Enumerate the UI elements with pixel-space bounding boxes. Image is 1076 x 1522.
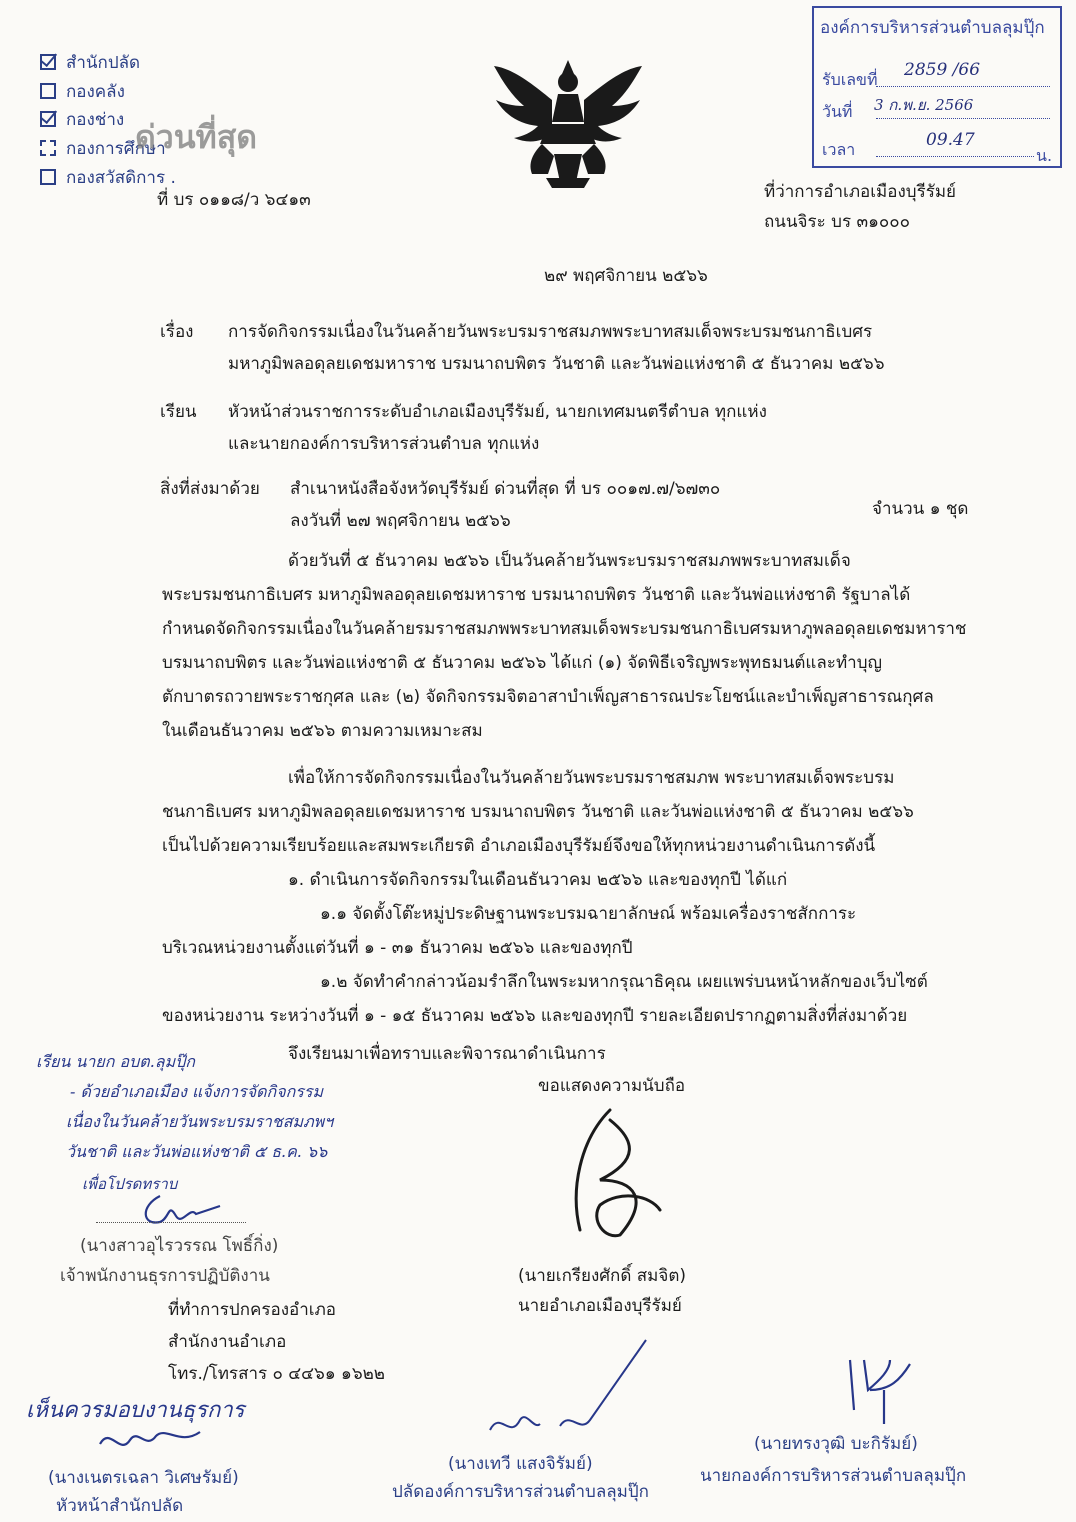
checkbox-checked[interactable] <box>40 111 56 127</box>
body-p2-line: เป็นไปด้วยความเรียบร้อยและสมพระเกียรติ อำเภอเมืองบุรีรัมย์จึงขอให้ทุกหน่วยงานดำเนินการดังนี้ <box>162 836 876 856</box>
handnote-line: - ด้วยอำเภอเมือง แจ้งการจัดกิจกรรม <box>70 1082 323 1101</box>
regards: ขอแสดงความนับถือ <box>538 1076 686 1096</box>
body-p2-line: ชนกาธิเบศร มหาภูมิพลอดุลยเดชมหาราช บรมนาถบพิตร วันชาติ และวันพ่อแห่งชาติ ๕ ธันวาคม ๒๕๖๖ <box>162 802 914 822</box>
enclosure-line1: สำเนาหนังสือจังหวัดบุรีรัมย์ ด่วนที่สุด ที่ บร ๐๐๑๗.๗/๖๗๓๐ <box>290 479 721 499</box>
bottom-sig-name: (นายทรงวุฒิ บะกิรัมย์) <box>754 1434 918 1454</box>
signature-icon <box>830 1350 930 1430</box>
dept-item[interactable] <box>40 79 125 103</box>
stamp-time-unit: น. <box>1036 146 1053 165</box>
enclosure-line2: ลงวันที่ ๒๗ พฤศจิกายน ๒๕๖๖ <box>290 511 511 531</box>
to-label: เรียน <box>160 402 197 422</box>
checkbox[interactable] <box>40 83 56 99</box>
body-item-1-2: ๑.๒ จัดทำคำกล่าวน้อมรำลึกในพระมหากรุณาธิคุณ เผยแพร่บนหน้าหลักของเว็บไซต์ <box>320 972 928 992</box>
body-p1-line: ตักบาตรถวายพระราชกุศล และ (๒) จัดกิจกรรมจิตอาสาบำเพ็ญสาธารณประโยชน์และบำเพ็ญสาธารณกุศล <box>162 687 934 707</box>
bottom-sig-title: นายกองค์การบริหารส่วนตำบลลุมปุ๊ก <box>700 1466 967 1486</box>
enclosure-label: สิ่งที่ส่งมาด้วย <box>160 479 260 499</box>
signature-icon <box>470 1330 660 1450</box>
office-address-line2: ถนนจิระ บร ๓๑๐๐๐ <box>764 212 911 232</box>
body-p1-line: พระบรมชนกาธิเบศร มหาภูมิพลอดุลยเดชมหาราช บรมนาถบพิตร วันชาติ และวันพ่อแห่งชาติ รัฐบาลได้ <box>162 585 911 605</box>
checkbox-checked[interactable] <box>40 54 56 70</box>
body-item-1-1-cont: บริเวณหน่วยงานตั้งแต่วันที่ ๑ - ๓๑ ธันวาคม ๒๕๖๖ และของทุกปี <box>162 938 633 958</box>
checkbox[interactable] <box>40 169 56 185</box>
subject-line1: การจัดกิจกรรมเนื่องในวันคล้ายวันพระบรมราชสมภพพระบาทสมเด็จพระบรมชนกาธิเบศร <box>228 322 873 342</box>
dept-label: กองสวัสดิการ . <box>66 167 176 188</box>
receipt-stamp <box>812 6 1062 168</box>
body-item-1-2-cont: ของหน่วยงาน ระหว่างวันที่ ๑ - ๑๕ ธันวาคม ๒๕๖๖ และของทุกปี รายละเอียดปรากฏตามสิ่งที่ส่งมาด้วย <box>162 1006 908 1026</box>
body-p1-line: บรมนาถบพิตร และวันพ่อแห่งชาติ ๕ ธันวาคม ๒๕๖๖ ได้แก่ (๑) จัดพิธีเจริญพระพุทธมนต์และทำบุญ <box>162 653 882 673</box>
body-p1-line: กำหนดจัดกิจกรรมเนื่องในวันคล้ายรมราชสมภพพระบาทสมเด็จพระบรมชนกาธิเบศรมหาภูพลอดุลยเดชมหาราช <box>162 619 967 639</box>
to-line1: หัวหน้าส่วนราชการระดับอำเภอเมืองบุรีรัมย์, นายกเทศมนตรีตำบล ทุกแห่ง <box>228 402 767 422</box>
signature-icon <box>90 1420 210 1460</box>
to-line2: และนายกองค์การบริหารส่วนตำบล ทุกแห่ง <box>228 434 540 454</box>
stamp-date-label: วันที่ <box>822 102 853 121</box>
signatory-title: นายอำเภอเมืองบุรีรัมย์ <box>518 1296 682 1316</box>
clerk-name: (นางสาวอุไรวรรณ โพธิ์กิ่ง) <box>80 1236 279 1256</box>
handnote-line: วันชาติ และวันพ่อแห่งชาติ ๕ ธ.ค. ๖๖ <box>66 1142 328 1161</box>
garuda-emblem-icon <box>488 50 648 200</box>
dept-label: กองการศึกษา <box>66 138 166 159</box>
subject-line2: มหาภูมิพลอดุลยเดชมหาราช บรมนาถบพิตร วันชาติ และวันพ่อแห่งชาติ ๕ ธันวาคม ๒๕๖๖ <box>228 354 885 374</box>
bottom-sig-title: หัวหน้าสำนักปลัด <box>56 1496 184 1516</box>
urgent-stamp: ด่วนที่สุด <box>135 118 258 156</box>
dept-label: สำนักปลัด <box>66 52 141 73</box>
closing-line: จึงเรียนมาเพื่อทราบและพิจารณาดำเนินการ <box>288 1044 606 1064</box>
bottom-sig-name: (นางเนตรเฉลา วิเศษรัมย์) <box>48 1468 239 1488</box>
dept-item[interactable] <box>40 107 124 131</box>
signature-icon <box>540 1100 690 1250</box>
stamp-time-value: 09.47 <box>926 130 975 150</box>
contact-line2: สำนักงานอำเภอ <box>168 1332 287 1352</box>
checkbox[interactable] <box>40 140 56 156</box>
contact-line1: ที่ทำการปกครองอำเภอ <box>168 1300 337 1320</box>
body-p1-line: ในเดือนธันวาคม ๒๕๖๖ ตามความเหมาะสม <box>162 721 483 741</box>
handnote-line: เนื่องในวันคล้ายวันพระบรมราชสมภพฯ <box>66 1112 334 1131</box>
stamp-receipt-label: รับเลขที่ <box>822 70 878 89</box>
enclosure-count: จำนวน ๑ ชุด <box>872 499 969 519</box>
handnote-line: เพื่อโปรดทราบ <box>82 1175 178 1193</box>
stamp-org: องค์การบริหารส่วนตำบลลุมปุ๊ก <box>820 18 1045 38</box>
body-p1-line: ด้วยวันที่ ๕ ธันวาคม ๒๕๖๖ เป็นวันคล้ายวันพระบรมราชสมภพพระบาทสมเด็จ <box>288 551 851 571</box>
signatory-name: (นายเกรียงศักดิ์ สมจิต) <box>518 1266 686 1286</box>
dept-label: กองช่าง <box>66 109 125 130</box>
stamp-receipt-value: 2859 /66 <box>904 60 981 80</box>
dept-item[interactable] <box>40 50 140 74</box>
body-item-1: ๑. ดำเนินการจัดกิจกรรมในเดือนธันวาคม ๒๕๖๖ และของทุกปี ได้แก่ <box>288 870 788 890</box>
doc-number: ที่ บร ๐๑๑๘/ว ๖๔๑๓ <box>157 190 311 210</box>
clerk-signature-icon <box>130 1186 240 1234</box>
bottom-sig-title: ปลัดองค์การบริหารส่วนตำบลลุมปุ๊ก <box>392 1482 649 1502</box>
bottom-sig-note: เห็นควรมอบงานธุรการ <box>26 1398 245 1423</box>
subject-label: เรื่อง <box>160 322 194 342</box>
office-address-line1: ที่ว่าการอำเภอเมืองบุรีรัมย์ <box>764 182 956 202</box>
handnote-line: เรียน นายก อบต.ลุมปุ๊ก <box>36 1052 195 1071</box>
body-p2-line: เพื่อให้การจัดกิจกรรมเนื่องในวันคล้ายวันพระบรมราชสมภพ พระบาทสมเด็จพระบรม <box>288 768 895 788</box>
doc-date: ๒๙ พฤศจิกายน ๒๕๖๖ <box>544 266 708 286</box>
dept-item[interactable] <box>40 165 176 189</box>
stamp-time-label: เวลา <box>822 140 856 159</box>
bottom-sig-name: (นางเทวี แสงจิรัมย์) <box>448 1454 593 1474</box>
stamp-date-value: 3 ก.พ.ย. 2566 <box>874 96 974 114</box>
dept-label: กองคลัง <box>66 81 125 102</box>
clerk-title: เจ้าพนักงานธุรการปฏิบัติงาน <box>60 1266 270 1286</box>
body-item-1-1: ๑.๑ จัดตั้งโต๊ะหมู่ประดิษฐานพระบรมฉายาลักษณ์ พร้อมเครื่องราชสักการะ <box>320 904 857 924</box>
contact-line3: โทร./โทรสาร ๐ ๔๔๖๑ ๑๖๒๒ <box>168 1364 386 1384</box>
